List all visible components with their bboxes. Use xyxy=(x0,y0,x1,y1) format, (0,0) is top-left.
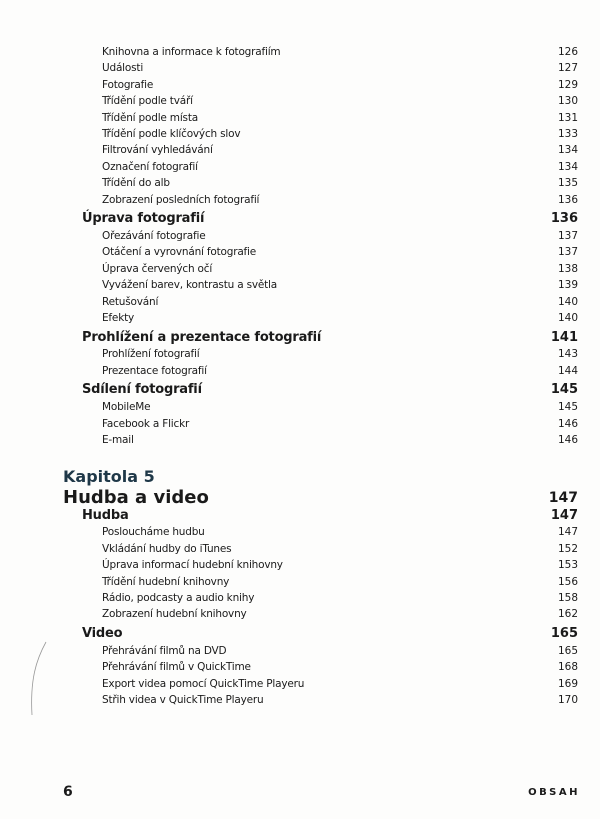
entry-title: Zobrazení hudební knihovny xyxy=(102,608,247,621)
entry-title: E-mail xyxy=(102,434,134,446)
entry-title: Třídění podle klíčových slov xyxy=(102,128,241,140)
entry-page-number: 140 xyxy=(557,312,578,324)
entry-title: Export videa pomocí QuickTime Playeru xyxy=(102,677,305,690)
entry-title: Označení fotografií xyxy=(102,160,198,173)
entry-page-number: 135 xyxy=(557,177,578,190)
entry-page-number: 136 xyxy=(557,193,578,206)
entry-title: Video xyxy=(82,625,123,641)
entry-page-number: 144 xyxy=(557,364,578,377)
entry-page-number: 147 xyxy=(548,489,578,506)
entry-page-number: 140 xyxy=(557,295,578,308)
entry-page-number: 131 xyxy=(557,111,578,124)
entry-page-number: 139 xyxy=(557,279,578,292)
entry-title: MobileMe xyxy=(102,401,151,414)
entry-page-number: 162 xyxy=(557,608,578,621)
entry-title: Úprava červených očí xyxy=(102,262,213,275)
entry-title: Třídění do alb xyxy=(102,177,170,190)
entry-title: Facebook a Flickr xyxy=(102,417,190,430)
entry-page-number: 145 xyxy=(557,401,578,414)
entry-page-number: 146 xyxy=(557,434,578,446)
pen-mark-decoration xyxy=(20,640,50,720)
entry-title: Třídění podle tváří xyxy=(102,95,193,108)
entry-page-number: 138 xyxy=(557,262,578,275)
entry-page-number: 143 xyxy=(557,348,578,361)
entry-title: Přehrávání filmů v QuickTime xyxy=(102,661,251,674)
entry-title: Knihovna a informace k fotografiím xyxy=(102,46,281,58)
entry-title: Vkládání hudby do iTunes xyxy=(102,542,232,555)
entry-page-number: 146 xyxy=(557,417,578,430)
entry-title: Retušování xyxy=(102,295,159,308)
entry-title: Střih videa v QuickTime Playeru xyxy=(102,694,264,706)
entry-page-number: 168 xyxy=(557,661,578,674)
entry-title: Fotografie xyxy=(102,78,154,91)
entry-page-number: 147 xyxy=(557,526,578,539)
entry-page-number: 134 xyxy=(557,144,578,157)
entry-page-number: 156 xyxy=(557,575,578,588)
entry-title: Hudba a video xyxy=(63,486,209,508)
entry-page-number: 129 xyxy=(557,78,578,91)
entry-title: Ořezávání fotografie xyxy=(102,230,206,242)
entry-page-number: 127 xyxy=(557,62,578,75)
entry-page-number: 165 xyxy=(557,644,578,657)
entry-page-number: 169 xyxy=(557,677,578,690)
entry-page-number: 137 xyxy=(557,246,578,259)
entry-page-number: 145 xyxy=(550,382,578,398)
entry-title: Události xyxy=(102,62,144,75)
entry-page-number: 136 xyxy=(550,211,578,227)
page-number: 6 xyxy=(63,784,73,800)
entry-page-number: 153 xyxy=(557,559,578,572)
entry-title: Prohlížení fotografií xyxy=(102,348,200,361)
entry-title: Prezentace fotografií xyxy=(102,364,207,377)
entry-title: Prohlížení a prezentace fotografií xyxy=(82,329,322,345)
entry-page-number: 134 xyxy=(557,160,578,173)
entry-page-number: 147 xyxy=(550,507,578,523)
entry-page-number: 158 xyxy=(557,592,578,604)
entry-page-number: 170 xyxy=(557,694,578,706)
entry-page-number: 141 xyxy=(550,329,578,345)
entry-page-number: 152 xyxy=(557,542,578,555)
entry-title: Vyvážení barev, kontrastu a světla xyxy=(102,279,277,292)
entry-title: Přehrávání filmů na DVD xyxy=(102,644,227,657)
entry-title: Posloucháme hudbu xyxy=(102,526,205,539)
entry-page-number: 165 xyxy=(550,625,578,641)
entry-page-number: 137 xyxy=(557,230,578,242)
entry-title: Efekty xyxy=(102,312,135,324)
entry-title: Sdílení fotografií xyxy=(82,382,202,398)
entry-title: Kapitola 5 xyxy=(63,467,155,486)
entry-page-number: 133 xyxy=(557,128,578,140)
entry-title: Filtrování vyhledávání xyxy=(102,144,213,157)
running-head: OBSAH xyxy=(528,787,580,798)
entry-title: Rádio, podcasty a audio knihy xyxy=(102,592,255,604)
entry-title: Úprava informací hudební knihovny xyxy=(102,559,283,572)
entry-page-number: 130 xyxy=(557,95,578,108)
entry-page-number: 126 xyxy=(557,46,578,58)
entry-title: Úprava fotografií xyxy=(82,211,205,227)
entry-title: Otáčení a vyrovnání fotografie xyxy=(102,246,257,259)
entry-title: Hudba xyxy=(82,507,129,523)
entry-title: Třídění hudební knihovny xyxy=(102,575,230,588)
entry-title: Zobrazení posledních fotografií xyxy=(102,193,260,206)
entry-title: Třídění podle místa xyxy=(102,111,198,124)
